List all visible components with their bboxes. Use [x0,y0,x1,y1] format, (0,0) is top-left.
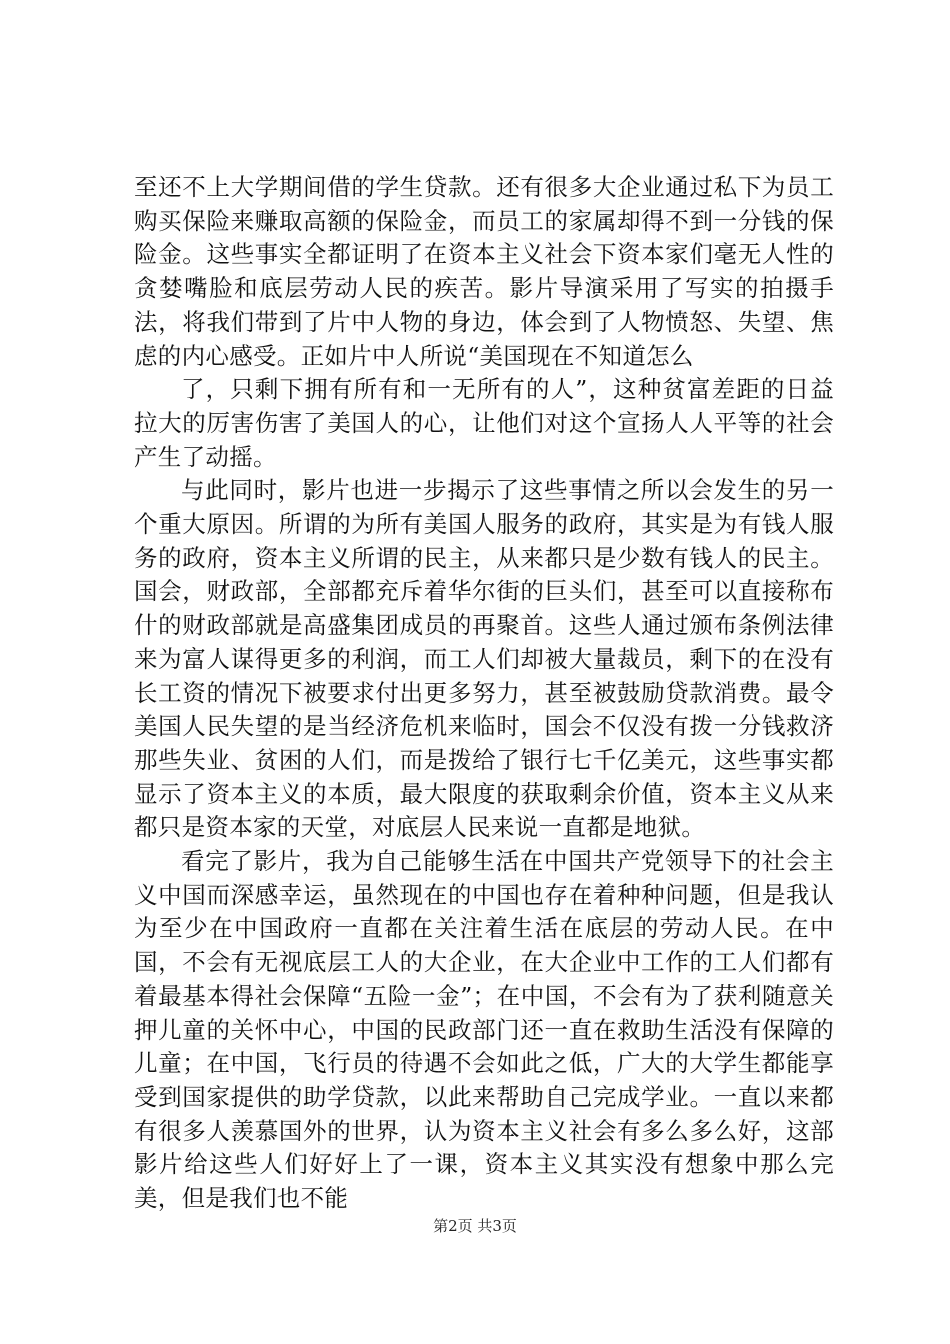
paragraph-continuation: 至还不上大学期间借的学生贷款。还有很多大企业通过私下为员工购买保险来赚取高额的保险金，而员工的家属却得不到一分钱的保险金。这些事实全都证明了在资本主义社会下资本家们毫无人性的贪婪嘴脸和底层劳动人民的疾苦。影片导演采用了写实的拍摄手法，将我们带到了片中人物的身边，体会到了人物愤怒、失望、焦虑的内心感受。正如片中人所说“美国现在不知道怎么 [134,173,834,370]
paragraph-wealth-gap: 了，只剩下拥有所有和一无所有的人”，这种贫富差距的日益拉大的厉害伤害了美国人的心，让他们对这个宣扬人人平等的社会产生了动摇。 [134,375,834,471]
document-body [134,171,834,1216]
paragraph-government: 与此同时，影片也进一步揭示了这些事情之所以会发生的另一个重大原因。所谓的为所有美国人服务的政府，其实是为有钱人服务的政府，资本主义所谓的民主，从来都只是少数有钱人的民主。国会，财政部，全部都充斥着华尔街的巨头们，甚至可以直接称布什的财政部就是高盛集团成员的再聚首。这些人通过颁布条例法律来为富人谋得更多的利润，而工人们却被大量裁员，剩下的在没有长工资的情况下被要求付出更多努力，甚至被鼓励贷款消费。最令美国人民失望的是当经济危机来临时，国会不仅没有拨一分钱救济那些失业、贫困的人们，而是拨给了银行七千亿美元，这些事实都显示了资本主义的本质，最大限度的获取剩余价值，资本主义从来都只是资本家的天堂，对底层人民来说一直都是地狱。 [134,476,834,842]
page-number-footer: 第2页 共3页 [433,1217,517,1235]
paragraph-china-reflection: 看完了影片，我为自己能够生活在中国共产党领导下的社会主义中国而深感幸运，虽然现在的中国也存在着种种问题，但是我认为至少在中国政府一直都在关注着生活在底层的劳动人民。在中国，不会有无视底层工人的大企业，在大企业中工作的工人们都有着最基本得社会保障“五险一金”；在中国，不会有为了获利随意关押儿童的关怀中心，中国的民政部门还一直在救助生活没有保障的儿童；在中国，飞行员的待遇不会如此之低，广大的大学生都能享受到国家提供的助学贷款，以此来帮助自己完成学业。一直以来都有很多人羡慕国外的世界，认为资本主义社会有多么多么好，这部影片给这些人们好好上了一课，资本主义其实没有想象中那么完美，但是我们也不能 [134,847,834,1213]
